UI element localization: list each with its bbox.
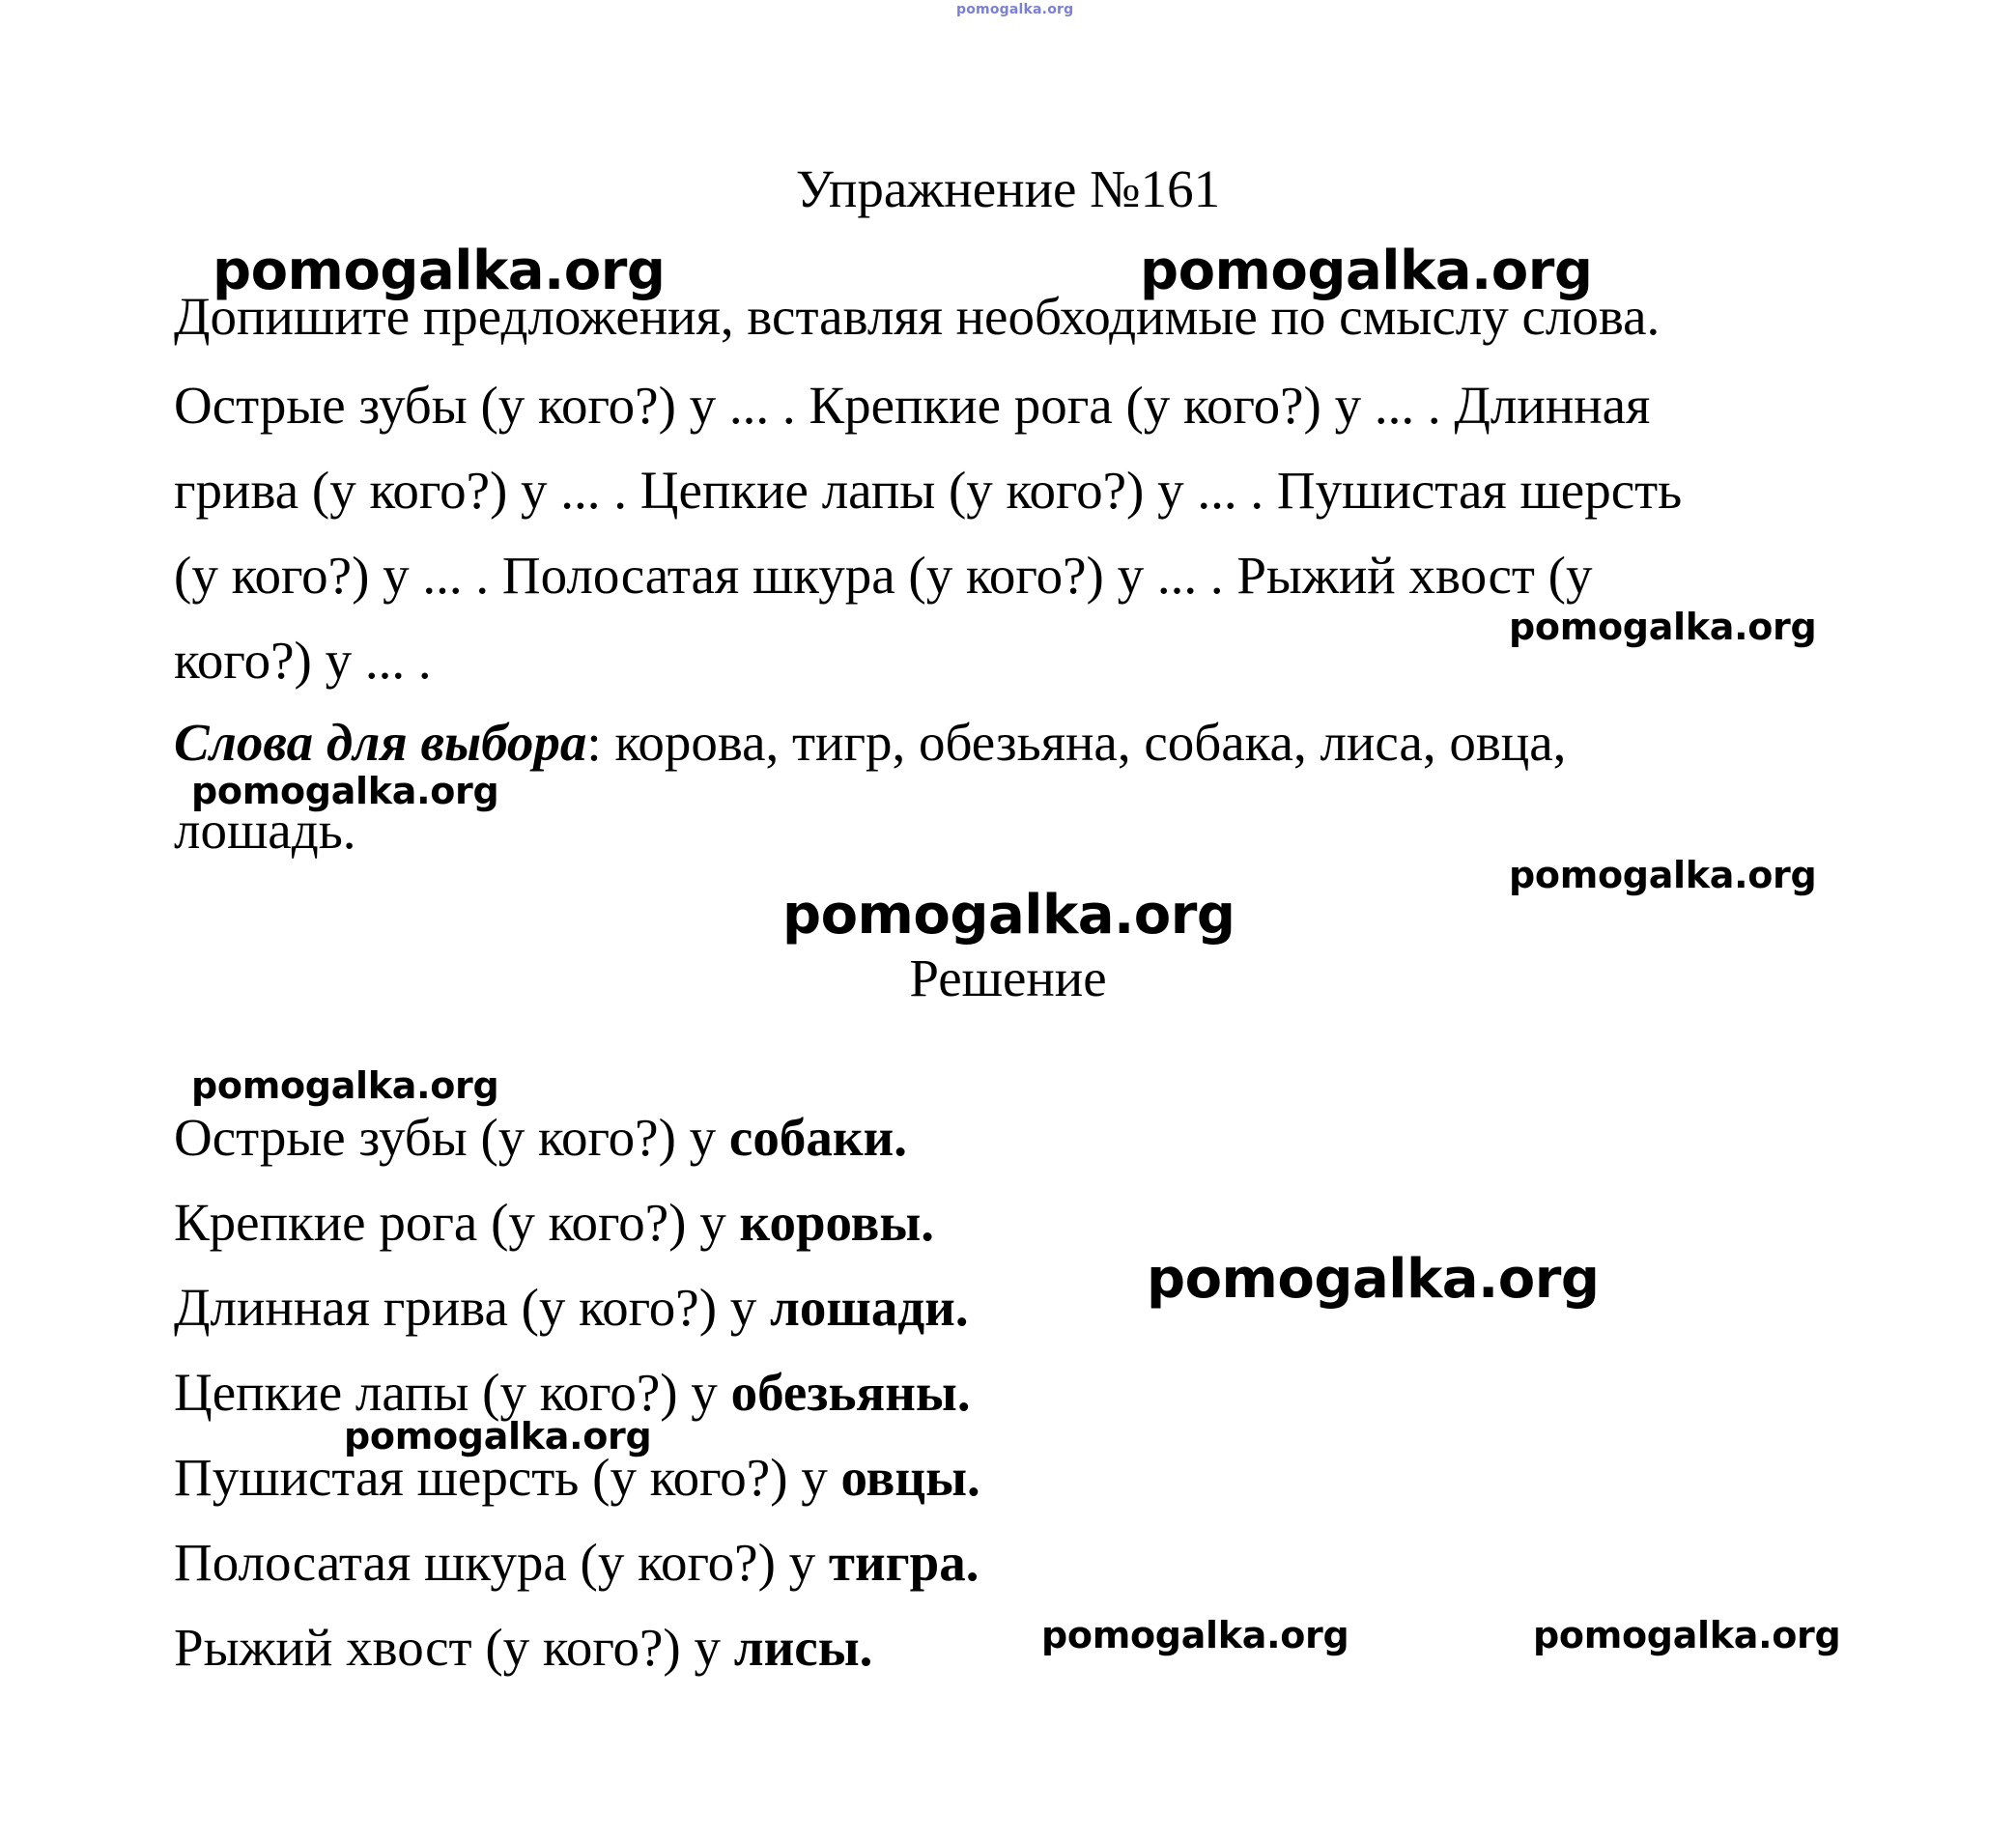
watermark: pomogalka.org (1533, 1614, 1841, 1656)
answer-word: овцы. (840, 1448, 980, 1507)
answer-prefix: Пушистая шерсть (у кого?) у (174, 1448, 841, 1507)
watermark: pomogalka.org (191, 770, 499, 812)
watermark: pomogalka.org (1147, 1248, 1600, 1311)
task-line: (у кого?) у ... . Полосатая шкура (у кого?) у ... . Рыжий хвост (у (174, 546, 1593, 605)
task-text (174, 363, 1864, 703)
answer-line (174, 1193, 935, 1252)
answer-word: коровы. (739, 1193, 935, 1252)
answer-word: лисы. (733, 1618, 873, 1677)
watermark: pomogalka.org (213, 240, 666, 302)
answer-prefix: Рыжий хвост (у кого?) у (174, 1618, 734, 1677)
word-choice-label: Слова для выбора (174, 713, 587, 772)
task-line: грива (у кого?) у ... . Цепкие лапы (у кого?) у ... . Пушистая шерсть (174, 461, 1683, 520)
watermark: pomogalka.org (1140, 240, 1593, 302)
answer-word: лошади. (770, 1278, 969, 1337)
watermark: pomogalka.org (782, 884, 1235, 947)
answer-prefix: Крепкие рога (у кого?) у (174, 1193, 740, 1252)
watermark: pomogalka.org (1509, 606, 1817, 648)
answer-line (174, 1448, 980, 1507)
watermark: pomogalka.org (1509, 854, 1817, 896)
watermark: pomogalka.org (344, 1415, 652, 1457)
answer-line (174, 1278, 969, 1337)
answer-word: собаки. (728, 1108, 907, 1167)
word-choice-line (174, 713, 1567, 772)
watermark-top: pomogalka.org (956, 2, 1074, 17)
task-line: кого?) у ... . (174, 631, 432, 690)
solution-title: Решение (909, 948, 1107, 1007)
word-choice-list: корова, тигр, обезьяна, собака, лиса, овца, (601, 713, 1567, 772)
answer-prefix: Острые зубы (у кого?) у (174, 1108, 729, 1167)
instruction-text: Допишите предложения, вставляя необходимые по смыслу слова. (174, 287, 1661, 346)
answer-prefix: Полосатая шкура (у кого?) у (174, 1533, 829, 1592)
answer-prefix: Цепкие лапы (у кого?) у (174, 1363, 731, 1422)
answer-line (174, 1108, 907, 1167)
answer-word: тигра. (828, 1533, 980, 1592)
answer-line (174, 1533, 980, 1592)
exercise-title: Упражнение №161 (795, 159, 1221, 218)
answer-word: обезьяны. (730, 1363, 971, 1422)
answer-line (174, 1618, 873, 1677)
answer-prefix: Длинная грива (у кого?) у (174, 1278, 771, 1337)
watermark: pomogalka.org (191, 1064, 499, 1107)
watermark: pomogalka.org (1041, 1614, 1349, 1656)
answer-line (174, 1363, 971, 1422)
task-line: Острые зубы (у кого?) у ... . Крепкие рога (у кого?) у ... . Длинная (174, 376, 1651, 435)
word-choice-list-continued: лошадь. (174, 801, 356, 860)
word-choice-separator: : (586, 713, 602, 772)
